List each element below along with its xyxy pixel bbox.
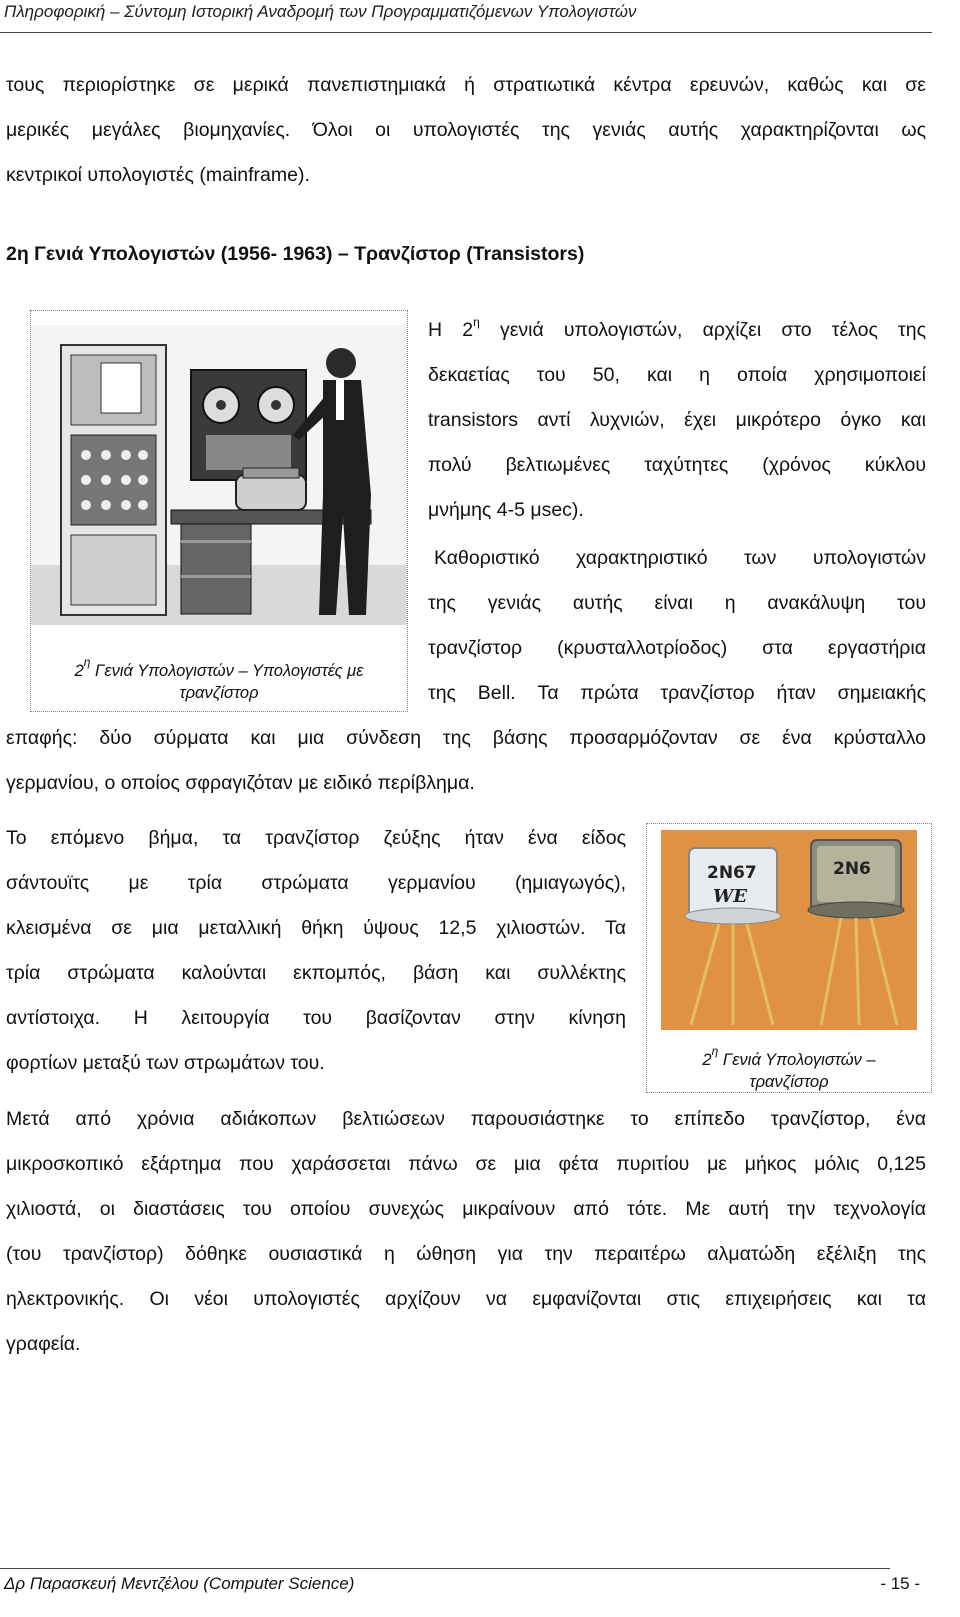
full-width-continuation bbox=[6, 716, 926, 806]
text-line: της Bell. Τα πρώτα τρανζίστορ ήταν σημειακής bbox=[428, 682, 926, 704]
mainframe-photo bbox=[31, 325, 407, 625]
caption-superscript: η bbox=[711, 1044, 719, 1058]
figure-transistors bbox=[646, 823, 932, 1093]
caption-line: τρανζίστορ bbox=[749, 1073, 829, 1091]
text-line: μερικές μεγάλες βιομηχανίες. Όλοι οι υπολογιστές της γενιάς αυτής χαρακτηρίζονται ως bbox=[6, 119, 926, 141]
caption-line: τρανζίστορ bbox=[179, 684, 259, 702]
text-line: δεκαετίας του 50, και η οποία χρησιμοποιεί bbox=[428, 364, 926, 386]
text-line: (του τρανζίστορ) δόθηκε ουσιαστικά η ώθηση για την περαιτέρω αλματώδη εξέλιξη της bbox=[6, 1243, 926, 1265]
header-rule bbox=[0, 32, 932, 33]
footer-author: Δρ Παρασκευή Μεντζέλου (Computer Science) bbox=[4, 1574, 355, 1593]
text-line: πολύ βελτιωμένες ταχύτητες (χρόνος κύκλου bbox=[428, 454, 926, 476]
running-header: Πληροφορική – Σύντομη Ιστορική Αναδρομή των Προγραμματιζόμενων Υπολογιστών bbox=[4, 2, 637, 21]
text-line: Καθοριστικό χαρακτηριστικό των υπολογιστών bbox=[434, 547, 926, 569]
right-column-paragraph-1 bbox=[428, 300, 926, 533]
caption-prefix: 2 bbox=[74, 662, 84, 680]
text-line: Το επόμενο βήμα, τα τρανζίστορ ζεύξης ήταν ένα είδος bbox=[6, 827, 626, 849]
caption-prefix: 2 bbox=[702, 1051, 712, 1069]
text-line: Μετά από χρόνια αδιάκοπων βελτιώσεων παρουσιάστηκε το επίπεδο τρανζίστορ, ένα bbox=[6, 1108, 926, 1130]
text-line: φορτίων μεταξύ των στρωμάτων του. bbox=[6, 1052, 325, 1074]
text-line: κλεισμένα σε μια μεταλλική θήκη ύψους 12,5 χιλιοστών. Τα bbox=[6, 917, 626, 939]
text-line: κεντρικοί υπολογιστές (mainframe). bbox=[6, 164, 310, 186]
right-column-paragraph-2 bbox=[428, 536, 926, 716]
caption-line: Γενιά Υπολογιστών – Υπολογιστές με bbox=[90, 662, 364, 680]
transistor-label: WE bbox=[713, 886, 747, 907]
figure1-caption bbox=[31, 651, 407, 704]
text-line: τρία στρώματα καλούνται εκπομπός, βάση και συλλέκτης bbox=[6, 962, 626, 984]
footer-rule bbox=[0, 1568, 890, 1569]
transistors-photo bbox=[661, 830, 917, 1030]
final-paragraph bbox=[6, 1097, 926, 1367]
text-line: σάντουϊτς με τρία στρώματα γερμανίου (ημιαγωγός), bbox=[6, 872, 626, 894]
transistor-label: 2N6 bbox=[833, 859, 871, 879]
text-line: γραφεία. bbox=[6, 1333, 81, 1355]
left-column-paragraph-3 bbox=[6, 816, 626, 1086]
section-heading: 2η Γενιά Υπολογιστών (1956- 1963) – Τρανζίστορ (Transistors) bbox=[6, 243, 585, 265]
superscript: η bbox=[473, 315, 480, 329]
transistor-label: 2N67 bbox=[707, 863, 757, 883]
text-line: ηλεκτρονικής. Οι νέοι υπολογιστές αρχίζουν να εμφανίζονται στις επιχειρήσεις και τα bbox=[6, 1288, 926, 1310]
text-fragment: γενιά υπολογιστών, αρχίζει στο τέλος της bbox=[479, 319, 926, 341]
figure2-caption bbox=[647, 1040, 931, 1093]
text-fragment: Η 2 bbox=[428, 319, 474, 341]
text-line: μικροσκοπικό εξάρτημα που χαράσσεται πάνω σε μια φέτα πυριτίου με μήκος μόλις 0,125 bbox=[6, 1153, 926, 1175]
text-line: μνήμης 4-5 μsec). bbox=[428, 499, 584, 521]
text-line: αντίστοιχα. Η λειτουργία του βασίζονταν στην κίνηση bbox=[6, 1007, 626, 1029]
text-line: transistors αντί λυχνιών, έχει μικρότερο όγκο και bbox=[428, 409, 926, 431]
intro-paragraph bbox=[6, 63, 926, 198]
text-line: χιλιοστά, οι διαστάσεις του οποίου συνεχώς μικραίνουν από τότε. Με αυτή την τεχνολογία bbox=[6, 1198, 926, 1220]
figure-mainframe bbox=[30, 310, 408, 712]
caption-superscript: η bbox=[83, 655, 91, 669]
text-line: γερμανίου, ο οποίος σφραγιζόταν με ειδικό περίβλημα. bbox=[6, 772, 475, 794]
text-line bbox=[428, 300, 926, 353]
text-line: της γενιάς αυτής είναι η ανακάλυψη του bbox=[428, 592, 926, 614]
caption-line: Γενιά Υπολογιστών – bbox=[718, 1051, 876, 1069]
text-line: τρανζίστορ (κρυσταλλοτρίοδος) στα εργαστήρια bbox=[428, 637, 926, 659]
text-line: τους περιορίστηκε σε μερικά πανεπιστημιακά ή στρατιωτικά κέντρα ερευνών, καθώς και σε bbox=[6, 74, 926, 96]
text-line: επαφής: δύο σύρματα και μια σύνδεση της βάσης προσαρμόζονταν σε ένα κρύσταλλο bbox=[6, 727, 926, 749]
page-number: - 15 - bbox=[880, 1574, 920, 1593]
